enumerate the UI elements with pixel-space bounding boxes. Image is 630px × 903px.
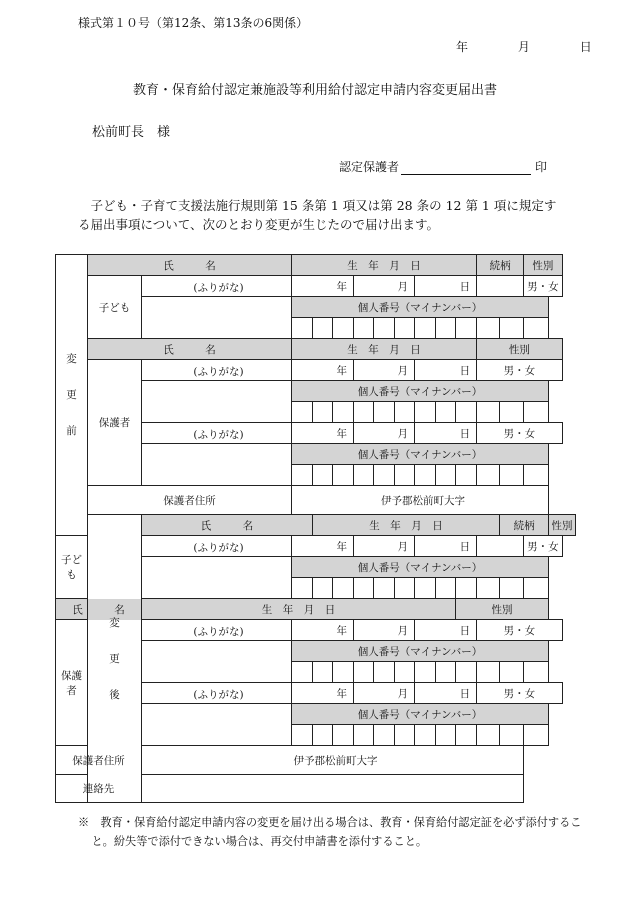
birth-month[interactable]: 月	[354, 276, 415, 297]
after-section-label: 変 更 後	[88, 515, 142, 803]
birth-day[interactable]: 日	[415, 360, 477, 381]
child-name-field[interactable]	[142, 297, 292, 339]
gender-options[interactable]: 男・女	[477, 360, 562, 381]
my-number-header: 個人番号（マイナンバー）	[292, 557, 549, 578]
relation-field[interactable]	[477, 536, 524, 557]
gender-options[interactable]: 男・女	[524, 536, 562, 557]
gender-header: 性別	[477, 339, 562, 360]
my-number-header: 個人番号（マイナンバー）	[292, 641, 549, 662]
my-number-header: 個人番号（マイナンバー）	[292, 704, 549, 725]
guardian-furigana-field[interactable]: (ふりがな)	[142, 423, 292, 444]
date-month: 月	[517, 40, 530, 54]
gender-header: 性別	[456, 599, 549, 620]
birth-month[interactable]: 月	[354, 360, 415, 381]
child-label: 子ども	[56, 536, 88, 599]
child-name-field[interactable]	[142, 557, 292, 599]
birth-header: 生 年 月 日	[313, 515, 500, 536]
birth-year[interactable]: 年	[292, 620, 354, 641]
birth-day[interactable]: 日	[415, 683, 477, 704]
guardian-label: 保護者	[56, 620, 88, 746]
my-number-header: 個人番号（マイナンバー）	[292, 381, 549, 402]
name-header: 氏 名	[88, 255, 292, 276]
birth-year[interactable]: 年	[292, 276, 354, 297]
signature-field[interactable]	[401, 161, 531, 175]
birth-header: 生 年 月 日	[292, 339, 477, 360]
gender-header: 性別	[549, 515, 576, 536]
guardian-label: 保護者	[88, 360, 142, 486]
birth-month[interactable]: 月	[354, 620, 415, 641]
gender-options[interactable]: 男・女	[477, 620, 562, 641]
birth-year[interactable]: 年	[292, 423, 354, 444]
body-text: 子ども・子育て支援法施行規則第 15 条第 1 項又は第 28 条の 12 第 1 項に規定する届出事項について、次のとおり変更が生じたので届け出ます。	[78, 198, 557, 232]
change-form-table	[55, 254, 576, 803]
guardian-name-field[interactable]	[142, 704, 292, 746]
guardian-address-field[interactable]: 伊予郡松前町大字	[142, 746, 524, 775]
name-header: 氏 名	[56, 599, 142, 620]
gender-options[interactable]: 男・女	[524, 276, 562, 297]
relation-header: 続柄	[500, 515, 549, 536]
guardian-address-label: 保護者住所	[88, 486, 292, 515]
guardian-signature-line	[339, 158, 547, 175]
document-title: 教育・保育給付認定兼施設等利用給付認定申請内容変更届出書	[132, 83, 497, 98]
date-day: 日	[579, 40, 592, 54]
guardian-label: 認定保護者	[339, 160, 400, 174]
gender-header: 性別	[524, 255, 562, 276]
birth-day[interactable]: 日	[415, 276, 477, 297]
birth-year[interactable]: 年	[292, 536, 354, 557]
guardian-name-field[interactable]	[142, 641, 292, 683]
contact-field[interactable]	[142, 775, 524, 803]
relation-field[interactable]	[477, 276, 524, 297]
name-header: 氏 名	[88, 339, 292, 360]
gender-options[interactable]: 男・女	[477, 683, 562, 704]
guardian-address-label: 保護者住所	[56, 746, 142, 775]
my-number-header: 個人番号（マイナンバー）	[292, 297, 549, 318]
contact-label: 連絡先	[56, 775, 142, 803]
child-furigana-field[interactable]: (ふりがな)	[142, 536, 292, 557]
birth-day[interactable]: 日	[415, 620, 477, 641]
addressee: 松前町長 様	[92, 125, 171, 140]
birth-header: 生 年 月 日	[292, 255, 477, 276]
birth-month[interactable]: 月	[354, 536, 415, 557]
birth-day[interactable]: 日	[415, 423, 477, 444]
date-year: 年	[456, 40, 469, 54]
footnote: ※ 教育・保育給付認定申請内容の変更を届け出る場合は、教育・保育給付認定証を必ず添付すること。紛失等で添付できない場合は、再交付申請書を添付すること。	[78, 816, 582, 848]
relation-header: 続柄	[477, 255, 524, 276]
guardian-furigana-field[interactable]: (ふりがな)	[142, 360, 292, 381]
guardian-name-field[interactable]	[142, 444, 292, 486]
form-number: 様式第１０号（第12条、第13条の6関係）	[78, 16, 309, 30]
birth-day[interactable]: 日	[415, 536, 477, 557]
name-header: 氏 名	[142, 515, 313, 536]
birth-header: 生 年 月 日	[142, 599, 456, 620]
birth-year[interactable]: 年	[292, 683, 354, 704]
birth-month[interactable]: 月	[354, 423, 415, 444]
child-label: 子ども	[88, 276, 142, 339]
seal-mark: 印	[535, 160, 548, 174]
guardian-furigana-field[interactable]: (ふりがな)	[142, 620, 292, 641]
guardian-address-field[interactable]: 伊予郡松前町大字	[292, 486, 549, 515]
guardian-furigana-field[interactable]: (ふりがな)	[142, 683, 292, 704]
my-number-header: 個人番号（マイナンバー）	[292, 444, 549, 465]
gender-options[interactable]: 男・女	[477, 423, 562, 444]
before-section-label: 変 更 前	[56, 255, 88, 536]
birth-year[interactable]: 年	[292, 360, 354, 381]
guardian-name-field[interactable]	[142, 381, 292, 423]
birth-month[interactable]: 月	[354, 683, 415, 704]
child-furigana-field[interactable]: (ふりがな)	[142, 276, 292, 297]
date-line	[456, 38, 610, 55]
